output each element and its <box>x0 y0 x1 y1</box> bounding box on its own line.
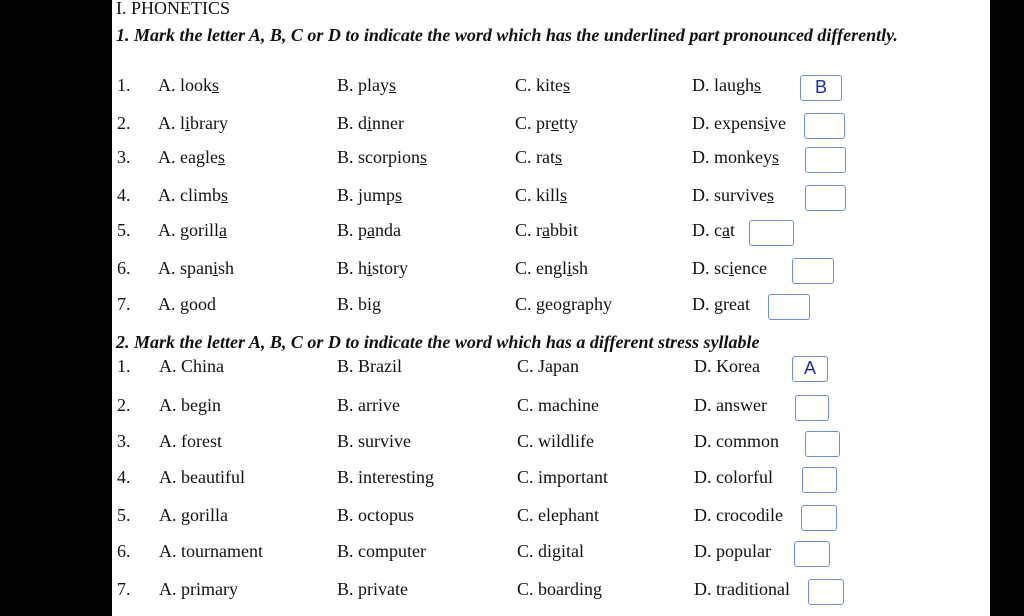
underlined-part: a <box>367 220 376 240</box>
option-letter: C. <box>515 220 532 240</box>
option-a[interactable] <box>158 220 227 241</box>
word-part: look <box>180 75 213 95</box>
word-part: expens <box>714 113 764 133</box>
underlined-part: a <box>722 220 730 240</box>
question-number: 4. <box>117 185 131 205</box>
option-letter: B. <box>337 75 354 95</box>
word-part: span <box>180 258 213 278</box>
question-number: 3. <box>117 147 131 167</box>
question-number: 4. <box>117 467 131 487</box>
option-c[interactable] <box>515 75 570 96</box>
answer-box[interactable] <box>768 294 810 320</box>
underlined-part: i <box>729 258 735 278</box>
word-part: d <box>358 113 368 133</box>
word-part: jump <box>358 185 396 205</box>
question-row <box>112 505 990 533</box>
option-a[interactable]: A. forest <box>159 431 222 451</box>
option-b[interactable]: B. survive <box>337 431 411 451</box>
underlined-part: a <box>219 220 227 240</box>
option-b[interactable] <box>337 185 402 206</box>
option-a[interactable]: A. primary <box>159 579 238 599</box>
underlined-part: i <box>763 113 769 133</box>
option-letter: C. <box>515 113 532 133</box>
underlined-part: s <box>555 147 563 167</box>
answer-box[interactable] <box>804 113 845 139</box>
option-c[interactable]: C. elephant <box>517 505 599 525</box>
option-d[interactable] <box>692 185 774 206</box>
question-number: 1. <box>117 75 131 95</box>
question-number: 6. <box>117 258 131 278</box>
option-c[interactable] <box>515 294 612 315</box>
option-a[interactable] <box>158 147 225 168</box>
question-number: 2. <box>117 395 131 415</box>
option-d[interactable]: D. Korea <box>694 356 760 376</box>
option-b[interactable]: B. computer <box>337 541 426 561</box>
option-c[interactable] <box>515 147 562 168</box>
answer-box[interactable] <box>805 185 846 211</box>
option-a[interactable]: A. tournament <box>159 541 263 561</box>
option-b[interactable] <box>337 220 401 241</box>
option-letter: D. <box>692 294 710 314</box>
option-a[interactable] <box>158 258 234 279</box>
option-d[interactable] <box>692 220 735 241</box>
question-row <box>112 541 990 569</box>
word-part: engl <box>536 258 568 278</box>
underlined-part: s <box>772 147 780 167</box>
option-a[interactable] <box>158 113 228 134</box>
option-c[interactable] <box>515 113 578 134</box>
exercise2-instruction: 2. Mark the letter A, B, C or D to indicate the word which has a different stress syllable <box>116 332 760 352</box>
word-part: ve <box>769 113 786 133</box>
underlined-part: i <box>367 113 373 133</box>
word-part: r <box>536 220 543 240</box>
word-part: eagle <box>180 147 218 167</box>
question-row <box>112 579 990 607</box>
option-a[interactable]: A. beautiful <box>159 467 245 487</box>
word-part: h <box>358 258 368 278</box>
word-part: l <box>180 113 186 133</box>
option-c[interactable]: C. Japan <box>517 356 579 376</box>
question-number: 5. <box>117 220 131 240</box>
exercise1-instruction: 1. Mark the letter A, B, C or D to indicate the word which has the underlined part pronounced differently. <box>116 25 898 45</box>
option-letter: D. <box>692 220 710 240</box>
question-number: 5. <box>117 505 131 525</box>
underlined-part: s <box>395 185 403 205</box>
option-c[interactable]: C. important <box>517 467 608 487</box>
option-letter: D. <box>692 113 710 133</box>
word-part: pr <box>536 113 552 133</box>
question-row <box>112 467 990 495</box>
option-letter: B. <box>337 220 354 240</box>
underlined-part: s <box>217 147 225 167</box>
word-part: kite <box>536 75 564 95</box>
answer-box[interactable] <box>802 467 837 493</box>
option-letter: B. <box>337 185 354 205</box>
question-number: 7. <box>117 294 131 314</box>
answer-box[interactable]: B <box>800 75 842 101</box>
option-d[interactable]: D. popular <box>694 541 771 561</box>
underlined-part: s <box>754 75 762 95</box>
option-b[interactable]: B. private <box>337 579 408 599</box>
option-letter: D. <box>692 258 710 278</box>
question-row <box>112 395 990 423</box>
question-number: 1. <box>117 356 131 376</box>
option-letter: D. <box>692 185 710 205</box>
word-part: great <box>714 294 750 314</box>
word-part: nda <box>375 220 402 240</box>
answer-box[interactable] <box>792 258 834 284</box>
underlined-part: i <box>213 258 219 278</box>
answer-box[interactable] <box>795 395 829 421</box>
word-part: gorill <box>180 220 219 240</box>
option-a[interactable] <box>158 185 228 206</box>
question-row <box>112 431 990 459</box>
underlined-part: i <box>567 258 573 278</box>
underlined-part: i <box>185 113 191 133</box>
option-c[interactable]: C. machine <box>517 395 599 415</box>
option-d[interactable]: D. crocodile <box>694 505 783 525</box>
word-part: big <box>358 294 382 314</box>
option-c[interactable]: C. wildlife <box>517 431 594 451</box>
option-letter: D. <box>692 75 710 95</box>
question-number: 6. <box>117 541 131 561</box>
word-part: tty <box>559 113 579 133</box>
worksheet-page <box>112 0 990 616</box>
option-letter: B. <box>337 294 354 314</box>
answer-box[interactable] <box>801 505 837 531</box>
option-a[interactable]: A. begin <box>159 395 221 415</box>
option-d[interactable] <box>692 113 786 134</box>
option-letter: A. <box>158 185 176 205</box>
word-part: good <box>180 294 216 314</box>
word-part: sc <box>714 258 729 278</box>
option-c[interactable]: C. boarding <box>517 579 602 599</box>
word-part: survive <box>714 185 767 205</box>
underlined-part: s <box>389 75 397 95</box>
option-letter: A. <box>158 113 176 133</box>
word-part: sh <box>572 258 589 278</box>
question-row <box>112 75 990 103</box>
word-part: brary <box>190 113 229 133</box>
underlined-part: s <box>560 185 568 205</box>
option-b[interactable] <box>337 75 396 96</box>
question-row <box>112 258 990 286</box>
option-b[interactable] <box>337 147 427 168</box>
question-row <box>112 113 990 141</box>
underlined-part: s <box>221 185 229 205</box>
underlined-part: s <box>212 75 220 95</box>
option-d[interactable] <box>692 294 750 315</box>
option-letter: B. <box>337 147 354 167</box>
word-part: scorpion <box>358 147 421 167</box>
question-number: 2. <box>117 113 131 133</box>
option-letter: B. <box>337 113 354 133</box>
option-c[interactable] <box>515 258 588 279</box>
word-part: ence <box>734 258 767 278</box>
option-d[interactable]: D. common <box>694 431 779 451</box>
option-a[interactable]: A. China <box>159 356 224 376</box>
option-letter: C. <box>515 258 532 278</box>
option-letter: A. <box>158 147 176 167</box>
option-letter: C. <box>515 75 532 95</box>
underlined-part: e <box>551 113 560 133</box>
word-part: sh <box>218 258 235 278</box>
option-b[interactable]: B. arrive <box>337 395 400 415</box>
right-dark-strip <box>990 0 1024 616</box>
option-a[interactable]: A. gorilla <box>159 505 228 525</box>
question-row <box>112 220 990 248</box>
section-title: I. PHONETICS <box>116 0 231 18</box>
underlined-part: s <box>767 185 775 205</box>
answer-box[interactable] <box>749 220 794 246</box>
option-letter: B. <box>337 258 354 278</box>
option-letter: C. <box>515 294 532 314</box>
question-row <box>112 185 990 213</box>
answer-box[interactable] <box>808 579 844 605</box>
word-part: bbit <box>550 220 579 240</box>
option-d[interactable] <box>692 258 767 279</box>
option-letter: A. <box>158 258 176 278</box>
option-c[interactable] <box>515 185 567 206</box>
question-row <box>112 294 990 322</box>
option-d[interactable]: D. colorful <box>694 467 773 487</box>
question-number: 7. <box>117 579 131 599</box>
option-d[interactable]: D. traditional <box>694 579 790 599</box>
word-part: laugh <box>714 75 754 95</box>
option-b[interactable] <box>337 294 381 315</box>
word-part: rat <box>536 147 555 167</box>
word-part: geography <box>536 294 612 314</box>
option-b[interactable] <box>337 113 404 134</box>
word-part: story <box>372 258 409 278</box>
option-letter: C. <box>515 185 532 205</box>
word-part: p <box>358 220 368 240</box>
word-part: climb <box>180 185 221 205</box>
option-letter: A. <box>158 294 176 314</box>
underlined-part: i <box>367 258 373 278</box>
question-row <box>112 147 990 175</box>
option-d[interactable] <box>692 75 761 96</box>
question-row <box>112 356 990 384</box>
question-number: 3. <box>117 431 131 451</box>
word-part: c <box>714 220 722 240</box>
left-dark-strip <box>0 0 112 616</box>
answer-box[interactable] <box>805 147 846 173</box>
underlined-part: s <box>563 75 571 95</box>
option-a[interactable] <box>158 294 216 315</box>
underlined-part: a <box>542 220 551 240</box>
option-b[interactable]: B. Brazil <box>337 356 402 376</box>
answer-box[interactable]: A <box>792 356 828 382</box>
word-part: nner <box>372 113 405 133</box>
answer-box[interactable] <box>805 431 840 457</box>
option-letter: C. <box>515 147 532 167</box>
underlined-part: s <box>420 147 428 167</box>
word-part: play <box>358 75 390 95</box>
option-d[interactable]: D. answer <box>694 395 767 415</box>
answer-box[interactable] <box>794 541 830 567</box>
option-d[interactable] <box>692 147 779 168</box>
option-b[interactable]: B. octopus <box>337 505 415 525</box>
option-letter: A. <box>158 220 176 240</box>
option-letter: A. <box>158 75 176 95</box>
word-part: monkey <box>714 147 772 167</box>
option-c[interactable] <box>515 220 578 241</box>
option-b[interactable]: B. interesting <box>337 467 434 487</box>
option-letter: D. <box>692 147 710 167</box>
word-part: t <box>730 220 736 240</box>
word-part: kill <box>536 185 561 205</box>
option-b[interactable] <box>337 258 408 279</box>
option-a[interactable] <box>158 75 219 96</box>
option-c[interactable]: C. digital <box>517 541 584 561</box>
